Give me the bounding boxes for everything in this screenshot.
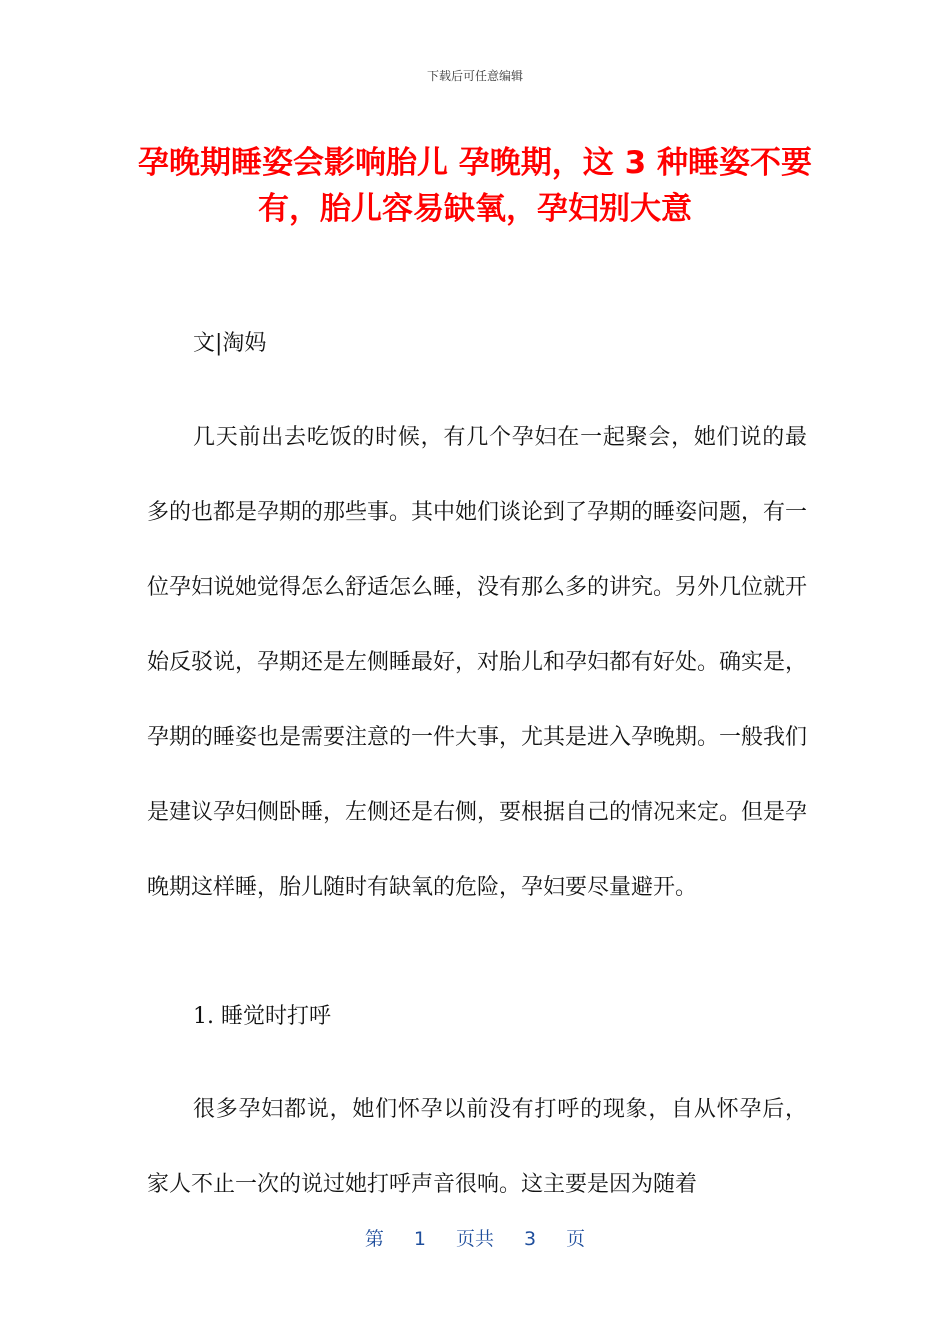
snoring-paragraph: 很多孕妇都说，她们怀孕以前没有打呼的现象，自从怀孕后，家人不止一次的说过她打呼声音很响。这主要是因为随着 [147,1097,807,1197]
current-page-number: 1 [413,1228,426,1250]
footer-middle: 页共 [455,1228,494,1250]
page-footer [0,1225,950,1253]
footer-suffix: 页 [566,1228,586,1250]
author-line: 文|淘妈 [193,331,267,356]
intro-paragraph: 几天前出去吃饭的时候，有几个孕妇在一起聚会，她们说的最多的也都是孕期的那些事。其中她们谈论到了孕期的睡姿问题，有一位孕妇说她觉得怎么舒适怎么睡，没有那么多的讲究。另外几位就开始反驳说，孕期还是左侧睡最好，对胎儿和孕妇都有好处。确实是，孕期的睡姿也是需要注意的一件大事，尤其是进入孕晚期。一般我们是建议孕妇侧卧睡，左侧还是右侧，要根据自己的情况来定。但是孕晚期这样睡，胎儿随时有缺氧的危险，孕妇要尽量避开。 [147,425,808,900]
article-title: 孕晚期睡姿会影响胎儿 孕晚期，这 3 种睡姿不要有，胎儿容易缺氧，孕妇别大意 [138,145,812,227]
footer-prefix: 第 [364,1228,384,1250]
section-heading: 1. 睡觉时打呼 [193,1004,331,1029]
header-note: 下载后可任意编辑 [426,69,523,83]
total-pages-number: 3 [524,1228,537,1250]
